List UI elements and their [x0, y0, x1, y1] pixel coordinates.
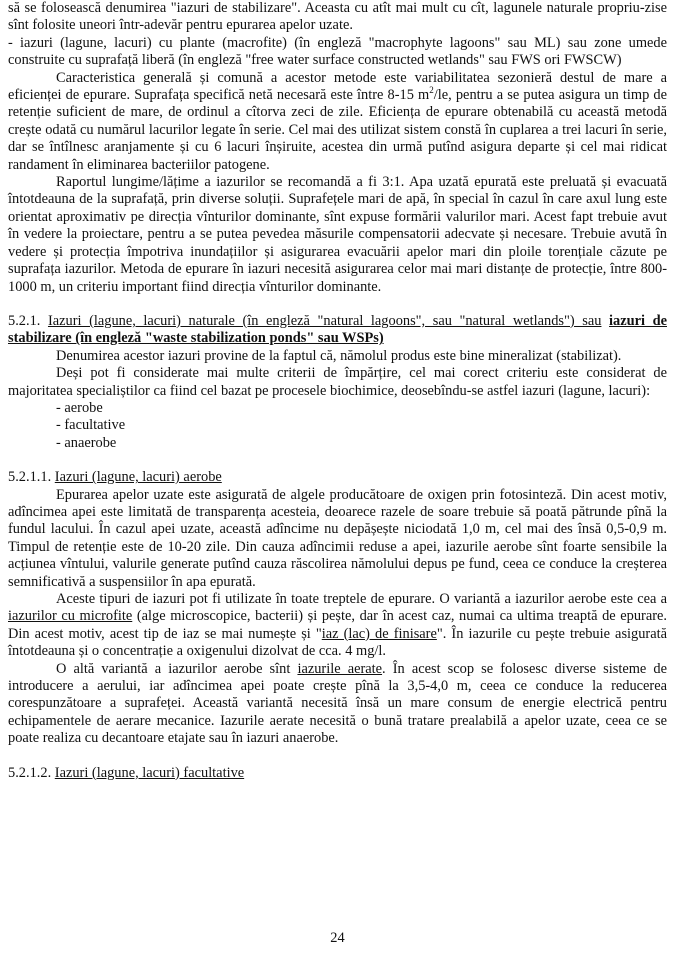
section-heading-5-2-1-2	[8, 765, 667, 782]
list-item: - anaerobe	[56, 434, 117, 451]
paragraph: să se folosească denumirea "iazuri de stabilizare". Aceasta cu atît mai mult cu cît, lagunele naturale propriu-zise sînt folosite uneori într-adevăr pentru epurarea apelor uzate.	[8, 0, 667, 34]
section-heading-5-2-1	[8, 313, 667, 348]
section-number: 5.2.1.2.	[8, 764, 52, 781]
document-page	[8, 0, 667, 782]
text: Caracteristica generală și comună a acestor metode este variabilitatea sezonieră destul de mare a eficienței de epurare. Suprafața specifică netă necesară este între 8-15 m	[8, 69, 667, 104]
paragraph: Deși pot fi considerate mai multe criterii de împărțire, cel mai corect criteriu este considerat de majoritatea specialiștilor ca fiind cel bazat pe procesele biochimice, deosebîndu-se astfel iazuri (lagune, lacuri):	[8, 365, 667, 399]
text: ". În iazurile cu pește trebuie asigurată întotdeauna și o concentrație a oxigenului dizolvat de cca. 4 mg/l.	[8, 625, 667, 660]
section-title: Iazuri (lagune, lacuri) facultative	[54, 764, 245, 781]
list-item: - facultative	[56, 417, 126, 434]
underlined-term: iaz (lac) de finisare	[321, 625, 437, 642]
section-title-bold: iazuri de stabilizare (în engleză "waste stabilization ponds" sau WSPs)	[8, 312, 667, 347]
text: . În acest scop se folosesc diverse sisteme de introducere a aerului, iar adîncimea apei poate crește pînă la 3,5-4,0 m, ceea ce conduce la reducerea corespunzătoare a suprafeței. Această variantă necesită însă un mare consum de energie electrică pentru echipamentele de aerare mecanice. Iazurile aerate necesită o bună tratare prealabilă a apelor uzate, ceea ce se poate realiza cu decantoare etajate sau în iazuri anaerobe.	[8, 660, 667, 747]
paragraph: Epurarea apelor uzate este asigurată de algele producătoare de oxigen prin fotosinteză. Din acest motiv, adîncimea apei este limitată de transparența acesteia, deoarece razele de soare trebuie să poată pătrunde pînă la fundul lacului. În cazul apei uzate, această adîncime nu depășește niciodată 1,0 m, cel mai des însă 0,5-0,9 m. Timpul de retenție este de 10-20 zile. Din cauza adîncimii reduse a apei, iazurile aerobe sînt foarte sensibile la acțiunea vîntului, valurile generate putînd cauza răscolirea nămolului depus pe fund, ceea ce conduce la creșterea semnificativă a suspensiilor în apa epurată.	[8, 486, 667, 590]
text: /le, pentru a se putea asigura un timp de retenție suficient de mare, de ordinul a cîtorva zeci de zile. Eficiența de epurare obtenabilă cu această metodă crește odată cu numărul lacurilor legate în serie. Cel mai des utilizat sistem constă în cuplarea a trei lacuri în serie, dar se întîlnesc aranjamente și cu 6 lacuri înșiruite, acestea din urmă putînd asigura departe și cel mai ridicat randament în eliminarea bacteriilor patogene.	[8, 87, 667, 173]
paragraph	[8, 661, 667, 748]
underlined-term: iazurile aerate	[297, 660, 383, 677]
section-title: Iazuri (lagune, lacuri) naturale (în engleză "natural lagoons", sau "natural wetlands") sau	[47, 312, 602, 329]
page-number: 24	[330, 930, 345, 946]
paragraph-list-item: - iazuri (lagune, lacuri) cu plante (macrofite) (în engleză "macrophyte lagoons" sau ML) sau zone umede construite cu suprafață liberă (în engleză "free water surface constructed wetlands" sau FWS ori FWSCW)	[8, 34, 667, 69]
section-number: 5.2.1.1.	[8, 469, 52, 486]
paragraph	[8, 591, 667, 661]
underlined-term: iazurilor cu microfite	[8, 608, 133, 625]
paragraph	[8, 70, 667, 174]
section-number: 5.2.1.	[8, 312, 41, 329]
text: (alge microscopice, bacterii) și pește, dar în acest caz, numai ca ultima treaptă de epurare. Din acest motiv, acest tip de iaz se mai numește și "	[8, 608, 668, 642]
list-item: - aerobe	[56, 399, 103, 416]
superscript: 2	[429, 85, 434, 96]
text: O altă variantă a iazurilor aerobe sînt	[56, 660, 298, 677]
section-heading-5-2-1-1	[8, 469, 667, 486]
paragraph: Denumirea acestor iazuri provine de la faptul că, nămolul produs este bine mineralizat (stabilizat).	[56, 347, 622, 364]
section-title: Iazuri (lagune, lacuri) aerobe	[54, 469, 222, 486]
paragraph: Raportul lungime/lățime a iazurilor se recomandă a fi 3:1. Apa uzată epurată este preluată și evacuată întotdeauna de la suprafață, prin diverse soluții. Suprafețele mari de apă, în special în cazul în care axul lung este orientat aproximativ pe direcția vînturilor dominante, sînt expuse formării valurilor mari. Acest fapt trebuie avut în vedere la proiectare, pentru a se putea pevedea măsurile compensatorii adecvate și necesare. Trebuie avută în vedere și protecția împotriva inundațiilor și asigurarea evacuării apelor mari din ploile torențiale căzute pe suprafața iazurilor. Metoda de epurare în iazuri necesită asigurarea celor mai mari distanțe de protecție, între 800-1000 m, un criteriu important fiind direcția vînturilor dominante.	[8, 174, 667, 295]
text: Aceste tipuri de iazuri pot fi utilizate în toate treptele de epurare. O variantă a iazurilor aerobe este cea a	[56, 591, 667, 607]
